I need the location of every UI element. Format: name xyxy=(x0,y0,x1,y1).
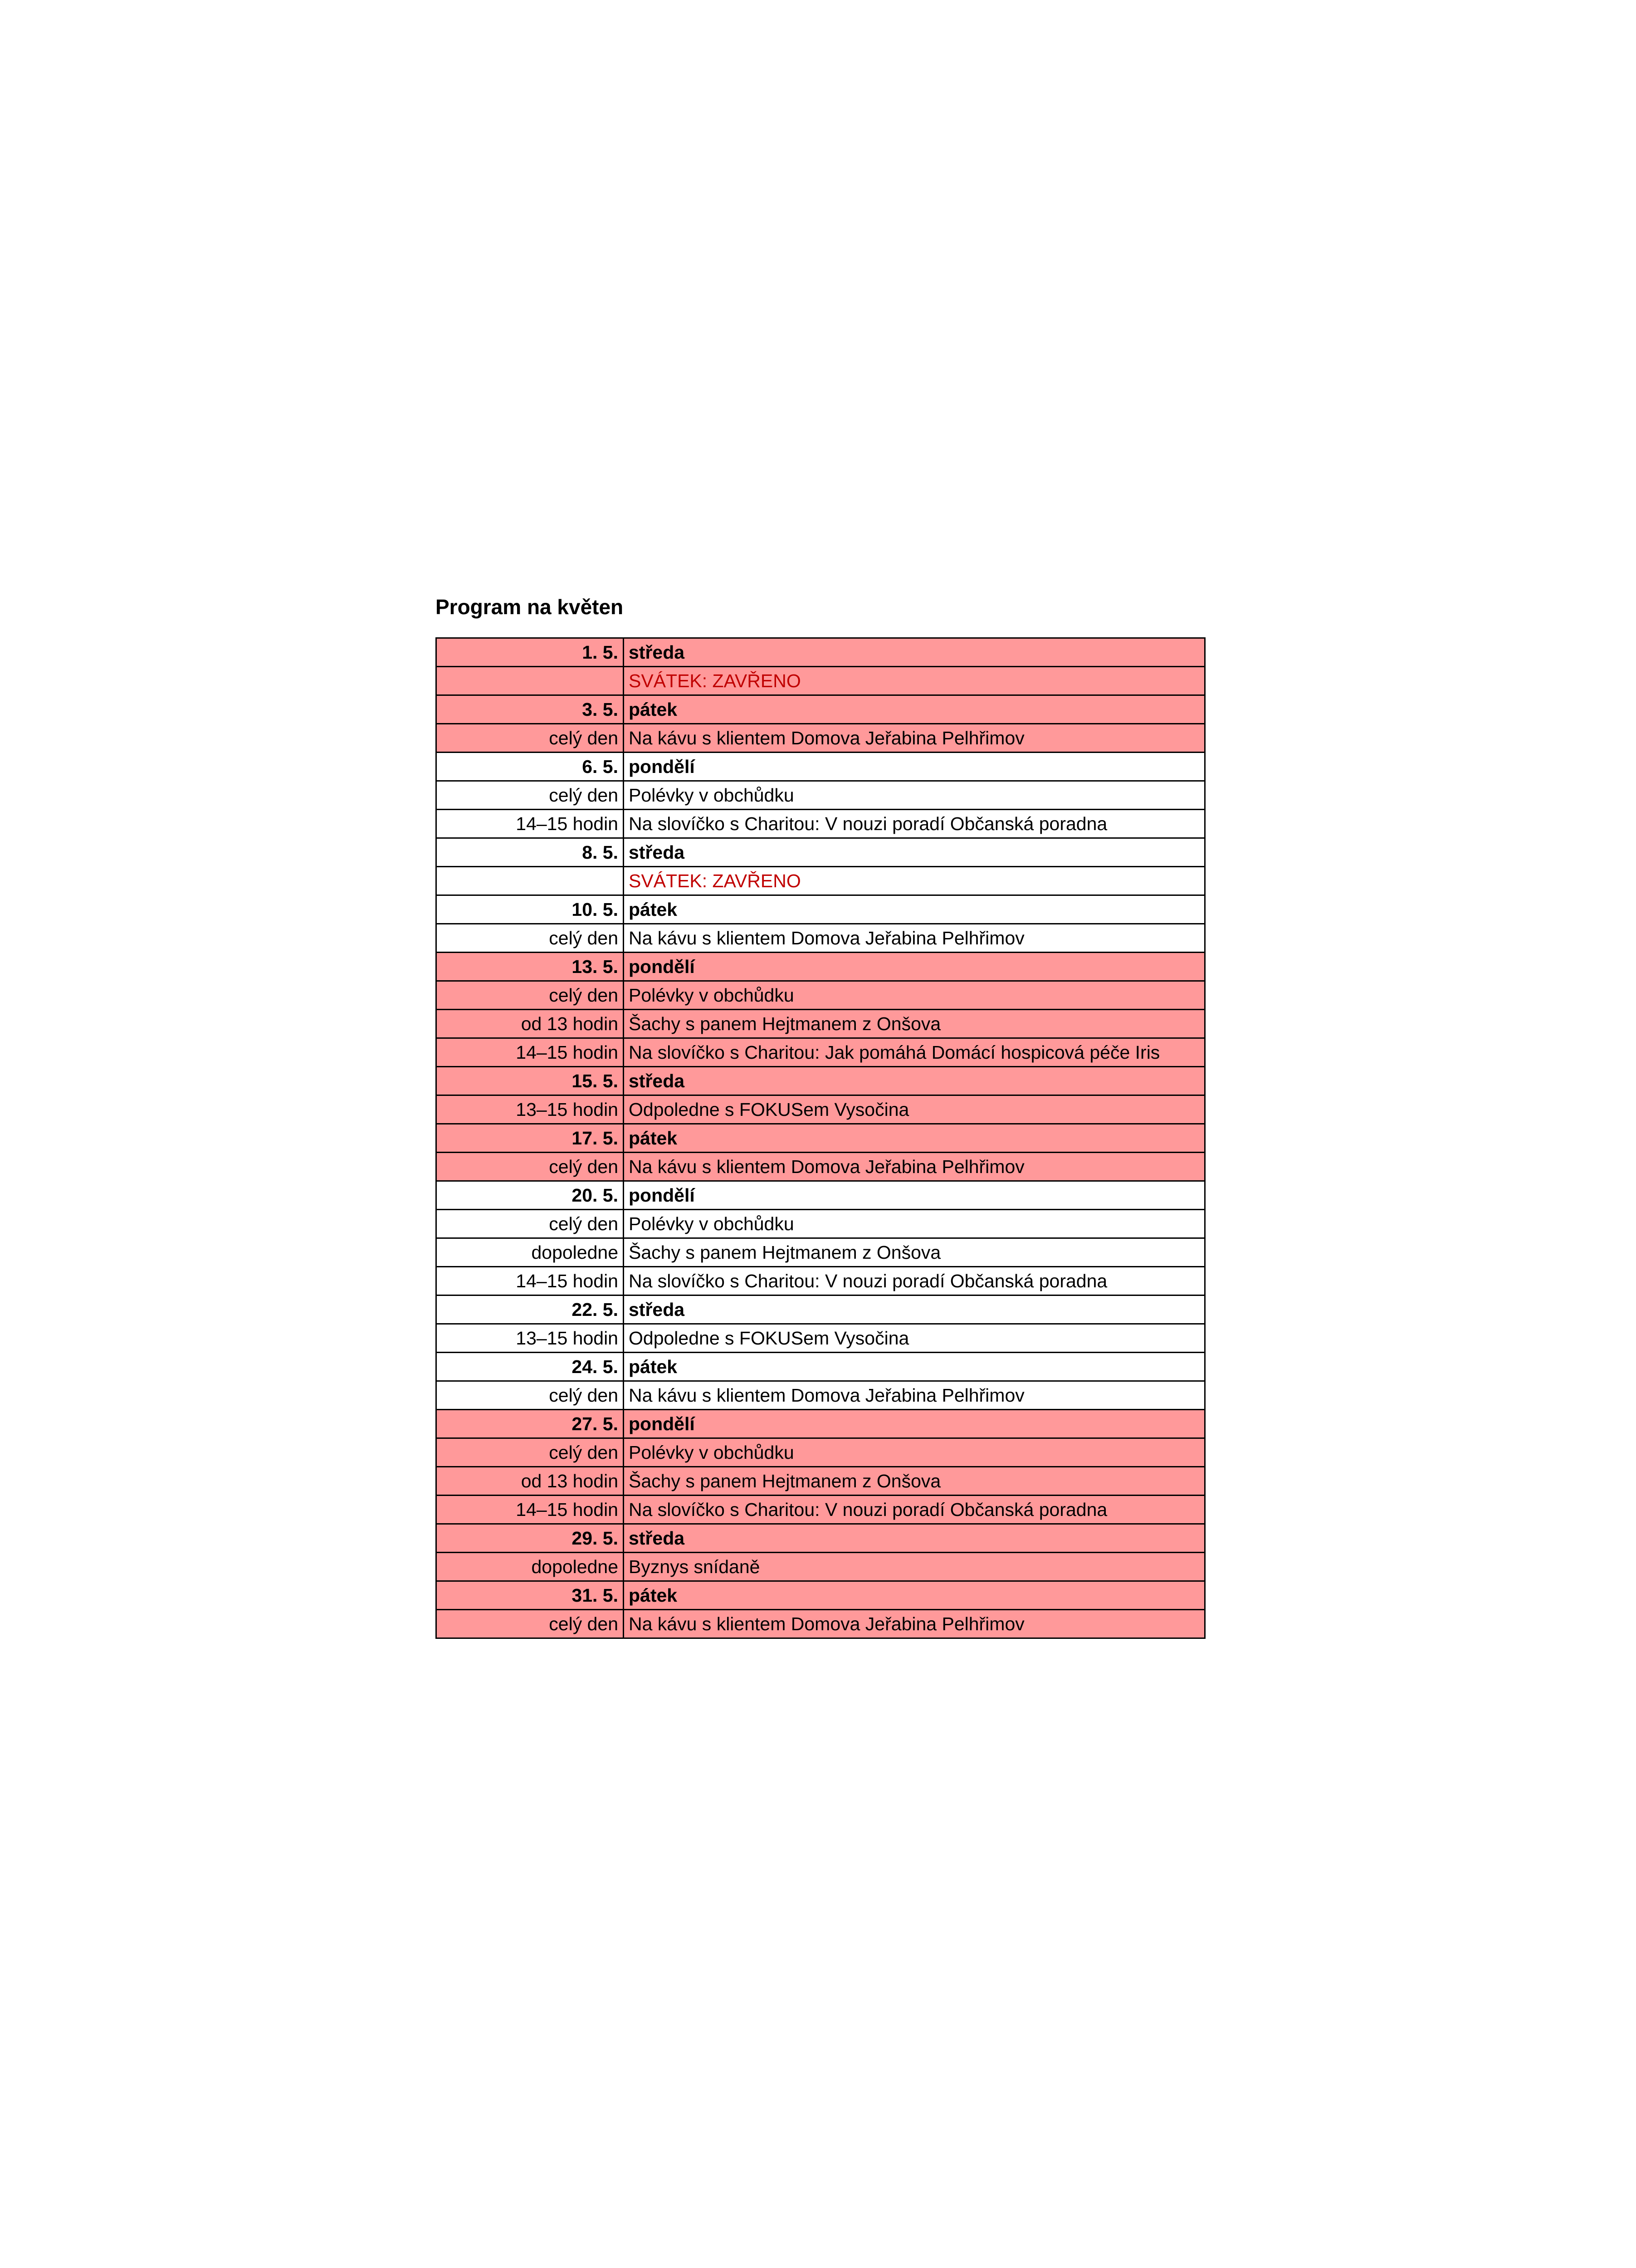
time-cell: celý den xyxy=(436,981,624,1010)
event-row xyxy=(436,1610,1205,1638)
time-cell: 13–15 hodin xyxy=(436,1095,624,1124)
time-cell: 14–15 hodin xyxy=(436,810,624,838)
day-header-row xyxy=(436,895,1205,924)
page-title: Program na květen xyxy=(435,595,624,619)
date-cell: 27. 5. xyxy=(436,1410,624,1438)
weekday-cell: pátek xyxy=(624,895,1205,924)
event-row xyxy=(436,1210,1205,1238)
event-row xyxy=(436,1381,1205,1410)
closed-notice-cell: SVÁTEK: ZAVŘENO xyxy=(624,867,1205,895)
closed-notice-row xyxy=(436,867,1205,895)
time-cell: celý den xyxy=(436,781,624,810)
date-cell: 8. 5. xyxy=(436,838,624,867)
time-cell: celý den xyxy=(436,1381,624,1410)
weekday-cell: středa xyxy=(624,1067,1205,1095)
weekday-cell: pátek xyxy=(624,1581,1205,1610)
event-cell: Na kávu s klientem Domova Jeřabina Pelhřimov xyxy=(624,1610,1205,1638)
event-row xyxy=(436,781,1205,810)
event-cell: Na kávu s klientem Domova Jeřabina Pelhřimov xyxy=(624,724,1205,753)
date-cell: 22. 5. xyxy=(436,1295,624,1324)
event-row xyxy=(436,1553,1205,1581)
event-cell: Na slovíčko s Charitou: V nouzi poradí Občanská poradna xyxy=(624,1496,1205,1524)
weekday-cell: středa xyxy=(624,638,1205,667)
day-header-row xyxy=(436,1353,1205,1381)
date-cell: 31. 5. xyxy=(436,1581,624,1610)
event-cell: Šachy s panem Hejtmanem z Onšova xyxy=(624,1010,1205,1038)
event-cell: Polévky v obchůdku xyxy=(624,981,1205,1010)
day-header-row xyxy=(436,1581,1205,1610)
event-cell: Polévky v obchůdku xyxy=(624,1438,1205,1467)
event-cell: Odpoledne s FOKUSem Vysočina xyxy=(624,1095,1205,1124)
date-cell: 15. 5. xyxy=(436,1067,624,1095)
time-cell: od 13 hodin xyxy=(436,1010,624,1038)
closed-notice-row xyxy=(436,667,1205,695)
time-cell: celý den xyxy=(436,1438,624,1467)
weekday-cell: pondělí xyxy=(624,953,1205,981)
event-row xyxy=(436,1324,1205,1353)
day-header-row xyxy=(436,1181,1205,1210)
event-row xyxy=(436,1238,1205,1267)
event-row xyxy=(436,810,1205,838)
event-row xyxy=(436,1095,1205,1124)
day-header-row xyxy=(436,1295,1205,1324)
program-table-body xyxy=(436,638,1205,1638)
weekday-cell: středa xyxy=(624,838,1205,867)
event-cell: Na kávu s klientem Domova Jeřabina Pelhřimov xyxy=(624,1153,1205,1181)
event-cell: Na kávu s klientem Domova Jeřabina Pelhřimov xyxy=(624,924,1205,953)
weekday-cell: středa xyxy=(624,1524,1205,1553)
time-cell: 14–15 hodin xyxy=(436,1496,624,1524)
day-header-row xyxy=(436,638,1205,667)
time-cell: celý den xyxy=(436,924,624,953)
event-row xyxy=(436,1038,1205,1067)
date-cell: 13. 5. xyxy=(436,953,624,981)
event-cell: Na slovíčko s Charitou: V nouzi poradí Občanská poradna xyxy=(624,810,1205,838)
time-cell: dopoledne xyxy=(436,1238,624,1267)
event-cell: Polévky v obchůdku xyxy=(624,1210,1205,1238)
time-cell: celý den xyxy=(436,1610,624,1638)
time-cell: dopoledne xyxy=(436,1553,624,1581)
event-row xyxy=(436,724,1205,753)
date-cell: 1. 5. xyxy=(436,638,624,667)
event-row xyxy=(436,1467,1205,1496)
time-cell: celý den xyxy=(436,724,624,753)
day-header-row xyxy=(436,953,1205,981)
time-cell: 14–15 hodin xyxy=(436,1267,624,1295)
day-header-row xyxy=(436,1524,1205,1553)
date-cell: 24. 5. xyxy=(436,1353,624,1381)
date-cell: 6. 5. xyxy=(436,753,624,781)
day-header-row xyxy=(436,753,1205,781)
date-cell: 10. 5. xyxy=(436,895,624,924)
event-cell: Šachy s panem Hejtmanem z Onšova xyxy=(624,1467,1205,1496)
time-cell: 14–15 hodin xyxy=(436,1038,624,1067)
event-cell: Polévky v obchůdku xyxy=(624,781,1205,810)
day-header-row xyxy=(436,1067,1205,1095)
event-row xyxy=(436,924,1205,953)
day-header-row xyxy=(436,695,1205,724)
event-row xyxy=(436,1010,1205,1038)
closed-notice-cell: SVÁTEK: ZAVŘENO xyxy=(624,667,1205,695)
event-row xyxy=(436,1438,1205,1467)
weekday-cell: pondělí xyxy=(624,1410,1205,1438)
event-cell: Na slovíčko s Charitou: Jak pomáhá Domácí hospicová péče Iris xyxy=(624,1038,1205,1067)
time-cell: od 13 hodin xyxy=(436,1467,624,1496)
date-cell: 17. 5. xyxy=(436,1124,624,1153)
event-row xyxy=(436,1267,1205,1295)
weekday-cell: pátek xyxy=(624,1124,1205,1153)
time-cell xyxy=(436,667,624,695)
program-table xyxy=(435,637,1206,1639)
event-cell: Odpoledne s FOKUSem Vysočina xyxy=(624,1324,1205,1353)
weekday-cell: pondělí xyxy=(624,1181,1205,1210)
time-cell: celý den xyxy=(436,1153,624,1181)
weekday-cell: pátek xyxy=(624,695,1205,724)
event-row xyxy=(436,1496,1205,1524)
weekday-cell: středa xyxy=(624,1295,1205,1324)
weekday-cell: pondělí xyxy=(624,753,1205,781)
day-header-row xyxy=(436,1410,1205,1438)
day-header-row xyxy=(436,1124,1205,1153)
event-cell: Na slovíčko s Charitou: V nouzi poradí Občanská poradna xyxy=(624,1267,1205,1295)
day-header-row xyxy=(436,838,1205,867)
event-cell: Byznys snídaně xyxy=(624,1553,1205,1581)
event-cell: Na kávu s klientem Domova Jeřabina Pelhřimov xyxy=(624,1381,1205,1410)
event-row xyxy=(436,981,1205,1010)
date-cell: 3. 5. xyxy=(436,695,624,724)
weekday-cell: pátek xyxy=(624,1353,1205,1381)
date-cell: 20. 5. xyxy=(436,1181,624,1210)
time-cell xyxy=(436,867,624,895)
time-cell: 13–15 hodin xyxy=(436,1324,624,1353)
event-row xyxy=(436,1153,1205,1181)
event-cell: Šachy s panem Hejtmanem z Onšova xyxy=(624,1238,1205,1267)
time-cell: celý den xyxy=(436,1210,624,1238)
date-cell: 29. 5. xyxy=(436,1524,624,1553)
